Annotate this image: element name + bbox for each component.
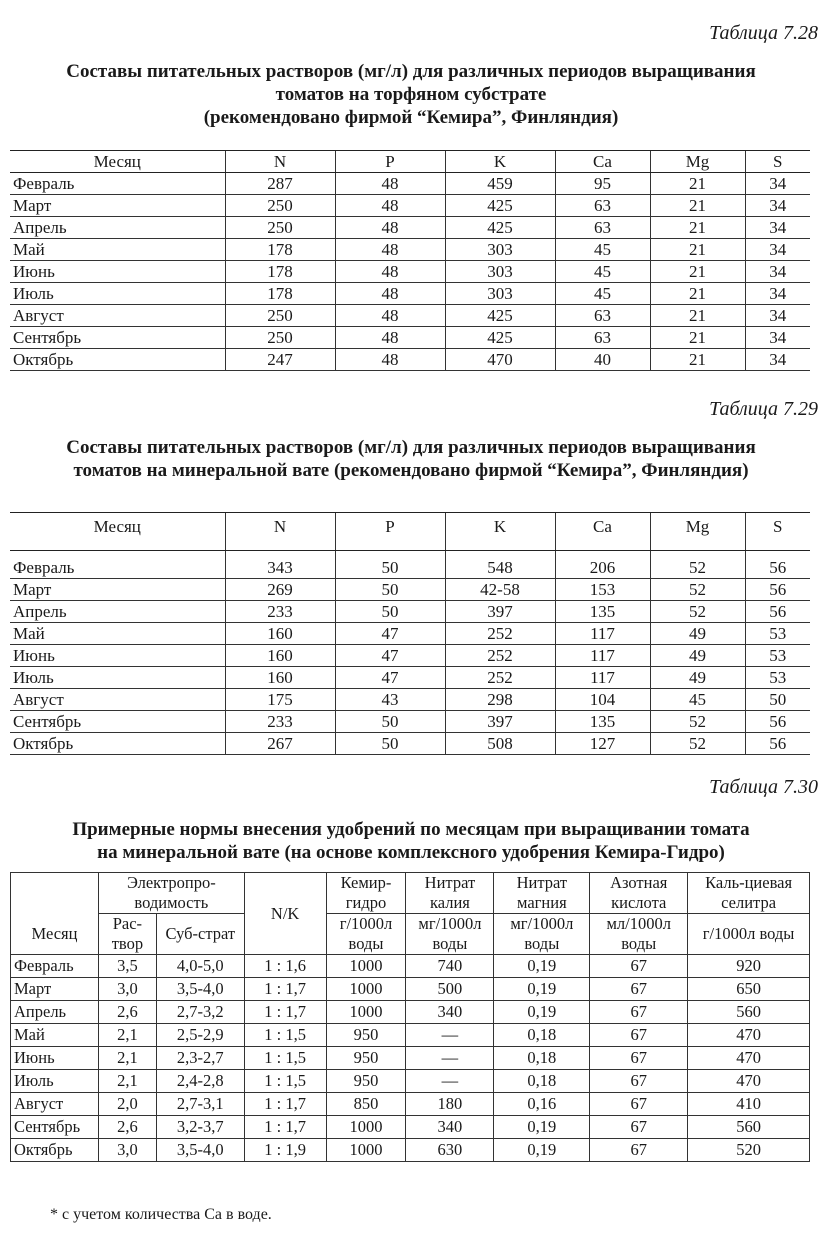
month-cell: Май — [10, 239, 225, 261]
value-cell: 43 — [335, 689, 445, 711]
value-cell: 3,5-4,0 — [156, 978, 244, 1001]
value-cell: 21 — [650, 239, 745, 261]
table-row — [10, 261, 810, 283]
value-cell: 560 — [688, 1001, 810, 1024]
value-cell: 2,6 — [98, 1001, 156, 1024]
title-line: (рекомендовано фирмой “Кемира”, Финляндия) — [203, 107, 619, 128]
unit-label: мл/1000л воды — [590, 914, 688, 955]
value-cell: 2,5-2,9 — [156, 1024, 244, 1047]
value-cell: 2,1 — [98, 1070, 156, 1093]
value-cell: 117 — [555, 667, 650, 689]
table-row — [10, 305, 810, 327]
month-cell: Сентябрь — [11, 1116, 99, 1139]
value-cell: 52 — [650, 551, 745, 579]
value-cell: 3,5 — [98, 955, 156, 978]
header-row — [11, 914, 810, 955]
value-cell: 50 — [745, 689, 810, 711]
unit-label: мг/1000л воды — [494, 914, 590, 955]
value-cell: 180 — [406, 1093, 494, 1116]
table-7-28 — [10, 150, 810, 371]
table-row — [10, 239, 810, 261]
value-cell: 340 — [406, 1001, 494, 1024]
month-cell: Октябрь — [10, 733, 225, 755]
value-cell: 45 — [650, 689, 745, 711]
value-cell: 67 — [590, 955, 688, 978]
value-cell: 135 — [555, 711, 650, 733]
month-cell: Март — [10, 195, 225, 217]
value-cell: 650 — [688, 978, 810, 1001]
value-cell: 1 : 1,9 — [244, 1139, 326, 1162]
column-header-potassium-nitrate: Нитрат калия — [406, 873, 494, 914]
column-header: S — [745, 151, 810, 173]
value-cell: 21 — [650, 327, 745, 349]
value-cell: 425 — [445, 217, 555, 239]
value-cell: 2,3-2,7 — [156, 1047, 244, 1070]
value-cell: 34 — [745, 283, 810, 305]
value-cell: 470 — [445, 349, 555, 371]
value-cell: 67 — [590, 1024, 688, 1047]
column-header: N — [225, 151, 335, 173]
column-header-magnesium-nitrate: Нитрат магния — [494, 873, 590, 914]
column-header: Месяц — [10, 513, 225, 551]
table-row — [10, 601, 810, 623]
value-cell: 47 — [335, 623, 445, 645]
value-cell: 49 — [650, 623, 745, 645]
value-cell: 1 : 1,7 — [244, 1093, 326, 1116]
header-row — [10, 151, 810, 173]
value-cell: 500 — [406, 978, 494, 1001]
value-cell: 160 — [225, 623, 335, 645]
value-cell: 117 — [555, 645, 650, 667]
value-cell: 2,7-3,1 — [156, 1093, 244, 1116]
table-row — [10, 667, 810, 689]
title-line: Составы питательных растворов (мг/л) для различных периодов выращивания — [66, 437, 756, 458]
table-row — [10, 349, 810, 371]
title-line: Примерные нормы внесения удобрений по месяцам при выращивании томата — [72, 819, 750, 840]
value-cell: 67 — [590, 1047, 688, 1070]
value-cell: 0,19 — [494, 1116, 590, 1139]
value-cell: 49 — [650, 645, 745, 667]
title-line: томатов на торфяном субстрате — [275, 84, 547, 105]
value-cell: 45 — [555, 261, 650, 283]
title-line: Составы питательных растворов (мг/л) для различных периодов выращивания — [66, 61, 756, 82]
value-cell: 1000 — [326, 1001, 406, 1024]
table-body — [10, 551, 810, 755]
value-cell: 2,7-3,2 — [156, 1001, 244, 1024]
column-header-nk: N/K — [244, 873, 326, 955]
value-cell: 56 — [745, 551, 810, 579]
value-cell: 4,0-5,0 — [156, 955, 244, 978]
table-row — [10, 173, 810, 195]
value-cell: 410 — [688, 1093, 810, 1116]
value-cell: 52 — [650, 579, 745, 601]
value-cell: 1 : 1,5 — [244, 1070, 326, 1093]
month-cell: Август — [10, 689, 225, 711]
month-cell: Сентябрь — [10, 711, 225, 733]
table-caption: Таблица 7.30 — [709, 776, 818, 798]
value-cell: 63 — [555, 327, 650, 349]
value-cell: 0,19 — [494, 1139, 590, 1162]
value-cell: 48 — [335, 217, 445, 239]
month-cell: Март — [11, 978, 99, 1001]
value-cell: 459 — [445, 173, 555, 195]
column-header-conductivity: Электропро-водимость — [98, 873, 244, 914]
value-cell: 135 — [555, 601, 650, 623]
value-cell: 175 — [225, 689, 335, 711]
month-cell: Июль — [11, 1070, 99, 1093]
table-row — [10, 195, 810, 217]
column-header: K — [445, 151, 555, 173]
column-header-substrate: Суб-страт — [156, 914, 244, 955]
table-row — [10, 689, 810, 711]
table-row — [11, 1139, 810, 1162]
column-header: Mg — [650, 513, 745, 551]
month-cell: Февраль — [13, 558, 75, 577]
value-cell: 67 — [590, 1070, 688, 1093]
value-cell: — — [406, 1047, 494, 1070]
table-row — [10, 217, 810, 239]
value-cell: 2,0 — [98, 1093, 156, 1116]
value-cell: 52 — [650, 733, 745, 755]
column-header-solution: Рас-твор — [98, 914, 156, 955]
value-cell: 34 — [745, 195, 810, 217]
value-cell: 50 — [335, 733, 445, 755]
table-row — [11, 1116, 810, 1139]
column-header: P — [335, 151, 445, 173]
value-cell: 21 — [650, 195, 745, 217]
month-cell: Май — [10, 623, 225, 645]
title-line: на минеральной вате (на основе комплексного удобрения Кемира-Гидро) — [97, 842, 725, 863]
month-cell: Февраль — [11, 955, 99, 978]
value-cell: 48 — [335, 173, 445, 195]
value-cell: 548 — [445, 551, 555, 579]
value-cell: 470 — [688, 1070, 810, 1093]
value-cell: 425 — [445, 305, 555, 327]
value-cell: 0,18 — [494, 1070, 590, 1093]
table-body — [10, 173, 810, 371]
table-row — [10, 733, 810, 755]
footnote: * с учетом количества Ca в воде. — [50, 1206, 272, 1223]
value-cell: 267 — [225, 733, 335, 755]
value-cell: 3,0 — [98, 1139, 156, 1162]
column-header-nitric-acid: Азотная кислота — [590, 873, 688, 914]
table-row — [10, 579, 810, 601]
value-cell: 67 — [590, 1001, 688, 1024]
value-cell: 250 — [225, 195, 335, 217]
value-cell: 560 — [688, 1116, 810, 1139]
table-row — [11, 978, 810, 1001]
value-cell: 343 — [225, 551, 335, 579]
month-header: Месяц — [11, 914, 99, 955]
value-cell: 21 — [650, 217, 745, 239]
value-cell: 21 — [650, 349, 745, 371]
value-cell: 56 — [745, 733, 810, 755]
value-cell: 52 — [650, 601, 745, 623]
value-cell: 1 : 1,7 — [244, 1116, 326, 1139]
value-cell: 48 — [335, 349, 445, 371]
value-cell: 67 — [590, 1139, 688, 1162]
value-cell: 425 — [445, 195, 555, 217]
month-cell: Май — [11, 1024, 99, 1047]
column-header: Месяц — [10, 151, 225, 173]
month-cell: Октябрь — [10, 349, 225, 371]
value-cell: 104 — [555, 689, 650, 711]
value-cell: 340 — [406, 1116, 494, 1139]
value-cell: 950 — [326, 1024, 406, 1047]
value-cell: 233 — [225, 601, 335, 623]
column-header: Ca — [555, 151, 650, 173]
value-cell: 1 : 1,6 — [244, 955, 326, 978]
table-caption: Таблица 7.29 — [709, 398, 818, 420]
value-cell: 0,18 — [494, 1024, 590, 1047]
value-cell: 303 — [445, 283, 555, 305]
table-row — [10, 551, 810, 579]
value-cell: 34 — [745, 327, 810, 349]
value-cell: 50 — [335, 551, 445, 579]
value-cell: — — [406, 1024, 494, 1047]
value-cell: 56 — [745, 711, 810, 733]
value-cell: 56 — [745, 601, 810, 623]
value-cell: 1 : 1,5 — [244, 1047, 326, 1070]
unit-label: г/1000л воды — [688, 914, 810, 955]
value-cell: 42-58 — [445, 579, 555, 601]
value-cell: 2,6 — [98, 1116, 156, 1139]
month-cell: Июнь — [10, 261, 225, 283]
value-cell: 45 — [555, 239, 650, 261]
column-header: Ca — [555, 513, 650, 551]
month-cell: Апрель — [10, 601, 225, 623]
value-cell: 0,16 — [494, 1093, 590, 1116]
value-cell: 250 — [225, 327, 335, 349]
value-cell: 63 — [555, 217, 650, 239]
value-cell: 3,5-4,0 — [156, 1139, 244, 1162]
month-cell: Август — [11, 1093, 99, 1116]
value-cell: 520 — [688, 1139, 810, 1162]
value-cell: 34 — [745, 305, 810, 327]
value-cell: 950 — [326, 1070, 406, 1093]
value-cell: 470 — [688, 1047, 810, 1070]
value-cell: 53 — [745, 623, 810, 645]
value-cell: 21 — [650, 305, 745, 327]
value-cell: 2,4-2,8 — [156, 1070, 244, 1093]
table-row — [11, 955, 810, 978]
value-cell: 630 — [406, 1139, 494, 1162]
value-cell: 49 — [650, 667, 745, 689]
value-cell: 178 — [225, 283, 335, 305]
month-cell: Февраль — [10, 173, 225, 195]
value-cell: 34 — [745, 217, 810, 239]
column-header: K — [445, 513, 555, 551]
value-cell: 920 — [688, 955, 810, 978]
value-cell: 250 — [225, 305, 335, 327]
value-cell: 52 — [650, 711, 745, 733]
month-cell: Июнь — [10, 645, 225, 667]
value-cell: 117 — [555, 623, 650, 645]
value-cell: 252 — [445, 645, 555, 667]
column-header: N — [225, 513, 335, 551]
value-cell: 1 : 1,5 — [244, 1024, 326, 1047]
value-cell: 45 — [555, 283, 650, 305]
value-cell: 47 — [335, 645, 445, 667]
table-row — [10, 327, 810, 349]
table-row — [11, 1070, 810, 1093]
value-cell: 2,1 — [98, 1047, 156, 1070]
value-cell: 250 — [225, 217, 335, 239]
month-cell: Октябрь — [11, 1139, 99, 1162]
unit-label: г/1000л воды — [326, 914, 406, 955]
column-header-calcium-nitrate: Каль-циевая селитра — [688, 873, 810, 914]
value-cell: 48 — [335, 261, 445, 283]
value-cell: 48 — [335, 283, 445, 305]
column-header-kemira: Кемир-гидро — [326, 873, 406, 914]
value-cell: 40 — [555, 349, 650, 371]
value-cell: 298 — [445, 689, 555, 711]
value-cell: 247 — [225, 349, 335, 371]
value-cell: 3,0 — [98, 978, 156, 1001]
value-cell: 50 — [335, 711, 445, 733]
value-cell: 3,2-3,7 — [156, 1116, 244, 1139]
value-cell: 206 — [555, 551, 650, 579]
value-cell: 21 — [650, 173, 745, 195]
value-cell: 50 — [335, 601, 445, 623]
unit-label: мг/1000л воды — [406, 914, 494, 955]
value-cell: 1000 — [326, 1116, 406, 1139]
value-cell: 67 — [590, 1116, 688, 1139]
value-cell: 0,19 — [494, 1001, 590, 1024]
month-cell: Апрель — [10, 217, 225, 239]
table-row — [11, 1024, 810, 1047]
column-header: S — [745, 513, 810, 551]
value-cell: 470 — [688, 1024, 810, 1047]
table-7-29 — [10, 512, 810, 755]
value-cell: 34 — [745, 239, 810, 261]
table-row — [11, 1093, 810, 1116]
value-cell: 1000 — [326, 1139, 406, 1162]
value-cell: 1000 — [326, 955, 406, 978]
table-row — [10, 623, 810, 645]
month-cell: Июль — [10, 667, 225, 689]
month-cell: Апрель — [11, 1001, 99, 1024]
value-cell: 67 — [590, 978, 688, 1001]
value-cell: 21 — [650, 261, 745, 283]
value-cell: 1 : 1,7 — [244, 1001, 326, 1024]
value-cell: 63 — [555, 305, 650, 327]
month-cell: Сентябрь — [10, 327, 225, 349]
value-cell: 1 : 1,7 — [244, 978, 326, 1001]
value-cell: 47 — [335, 667, 445, 689]
table-row — [10, 283, 810, 305]
table-caption: Таблица 7.28 — [709, 22, 818, 44]
table-row — [11, 1047, 810, 1070]
value-cell: 48 — [335, 195, 445, 217]
value-cell: 63 — [555, 195, 650, 217]
value-cell: 303 — [445, 261, 555, 283]
column-header: Mg — [650, 151, 745, 173]
table-row — [10, 645, 810, 667]
value-cell: 53 — [745, 645, 810, 667]
value-cell: 34 — [745, 349, 810, 371]
value-cell: 1000 — [326, 978, 406, 1001]
value-cell: — — [406, 1070, 494, 1093]
value-cell: 127 — [555, 733, 650, 755]
value-cell: 0,18 — [494, 1047, 590, 1070]
value-cell: 67 — [590, 1093, 688, 1116]
value-cell: 48 — [335, 305, 445, 327]
month-cell: Март — [10, 579, 225, 601]
value-cell: 34 — [745, 173, 810, 195]
value-cell: 178 — [225, 261, 335, 283]
title-line: томатов на минеральной вате (рекомендовано фирмой “Кемира”, Финляндия) — [73, 460, 749, 481]
value-cell: 269 — [225, 579, 335, 601]
value-cell: 397 — [445, 711, 555, 733]
value-cell: 160 — [225, 645, 335, 667]
value-cell: 425 — [445, 327, 555, 349]
value-cell: 95 — [555, 173, 650, 195]
value-cell: 397 — [445, 601, 555, 623]
month-cell: Август — [10, 305, 225, 327]
value-cell: 252 — [445, 623, 555, 645]
value-cell: 287 — [225, 173, 335, 195]
value-cell: 0,19 — [494, 978, 590, 1001]
value-cell: 21 — [650, 283, 745, 305]
table-title — [0, 436, 822, 482]
value-cell: 233 — [225, 711, 335, 733]
value-cell: 850 — [326, 1093, 406, 1116]
value-cell: 252 — [445, 667, 555, 689]
column-header: P — [335, 513, 445, 551]
value-cell: 56 — [745, 579, 810, 601]
value-cell: 2,1 — [98, 1024, 156, 1047]
value-cell: 303 — [445, 239, 555, 261]
value-cell: 0,19 — [494, 955, 590, 978]
value-cell: 160 — [225, 667, 335, 689]
value-cell: 178 — [225, 239, 335, 261]
header-row — [11, 873, 810, 914]
table-title — [0, 818, 822, 864]
table-7-30 — [10, 872, 810, 1162]
table-title — [0, 60, 822, 129]
value-cell: 50 — [335, 579, 445, 601]
value-cell: 153 — [555, 579, 650, 601]
value-cell: 53 — [745, 667, 810, 689]
month-cell: Июнь — [11, 1047, 99, 1070]
month-cell: Июль — [10, 283, 225, 305]
value-cell: 950 — [326, 1047, 406, 1070]
value-cell: 48 — [335, 327, 445, 349]
table-body — [11, 955, 810, 1162]
header-row — [10, 513, 810, 551]
table-row — [10, 711, 810, 733]
value-cell: 34 — [745, 261, 810, 283]
value-cell: 508 — [445, 733, 555, 755]
value-cell: 48 — [335, 239, 445, 261]
column-header-month — [11, 873, 99, 914]
table-row — [11, 1001, 810, 1024]
value-cell: 740 — [406, 955, 494, 978]
